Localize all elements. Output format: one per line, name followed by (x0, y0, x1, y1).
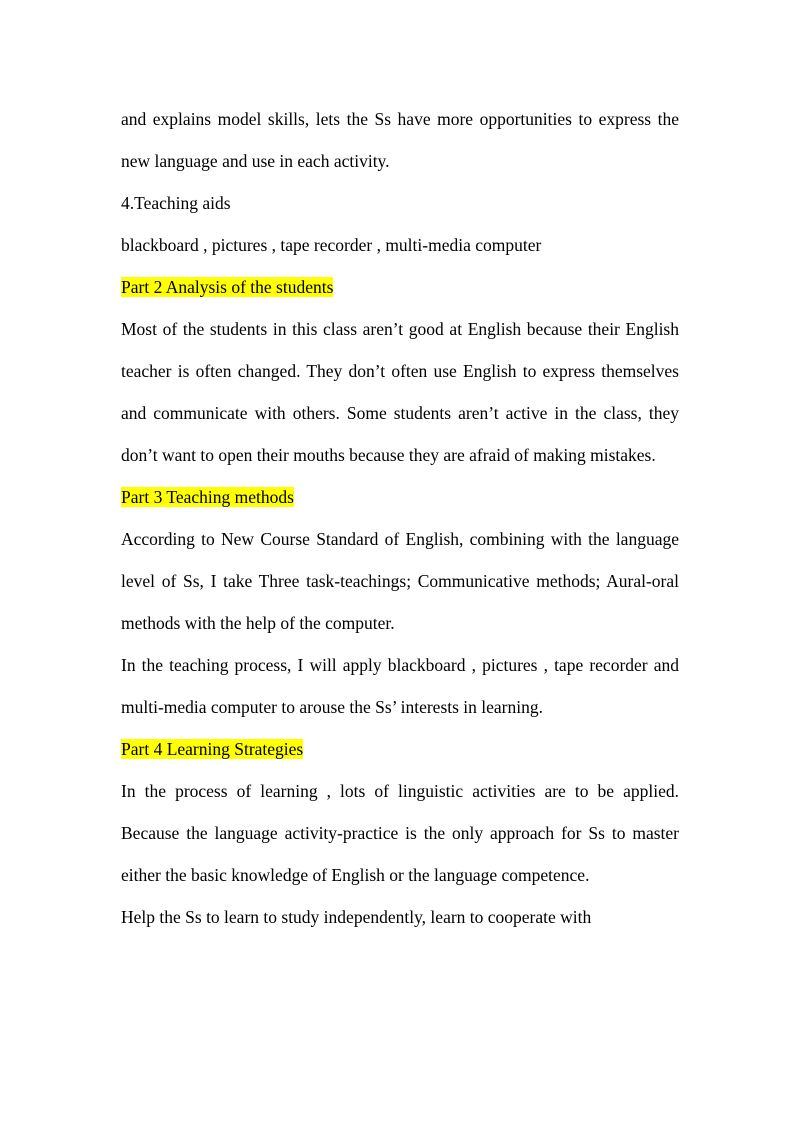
part2-heading-line (121, 266, 679, 308)
part4-body-2: Help the Ss to learn to study independently, learn to cooperate with (121, 907, 592, 927)
teaching-aids-list: blackboard , pictures , tape recorder , multi-media computer (121, 235, 542, 255)
part3-heading: Part 3 Teaching methods (121, 487, 294, 507)
part3-body-1: According to New Course Standard of English, combining with the language level of Ss, I take Three task-teachings; Communicative methods; Aural-oral methods with the help of the computer. (121, 529, 679, 633)
part3-body-2: In the teaching process, I will apply blackboard , pictures , tape recorder and multi-media computer to arouse the Ss’ interests in learning. (121, 655, 679, 717)
part2-body: Most of the students in this class aren’t good at English because their English teacher is often changed. They don’t often use English to express themselves and communicate with others. Some students aren’t active in the class, they don’t want to open their mouths because they are afraid of making mistakes. (121, 319, 679, 465)
intro-paragraph: and explains model skills, lets the Ss have more opportunities to express the new language and use in each activity. (121, 109, 679, 171)
part4-body-1: In the process of learning , lots of linguistic activities are to be applied. Because the language activity-practice is the only approach for Ss to master either the basic knowledge of English or the language competence. (121, 781, 679, 885)
teaching-aids-title: 4.Teaching aids (121, 193, 231, 213)
part2-heading: Part 2 Analysis of the students (121, 277, 334, 297)
document-page (121, 98, 679, 938)
part3-heading-line (121, 476, 679, 518)
part4-heading: Part 4 Learning Strategies (121, 739, 304, 759)
part4-heading-line (121, 728, 679, 770)
